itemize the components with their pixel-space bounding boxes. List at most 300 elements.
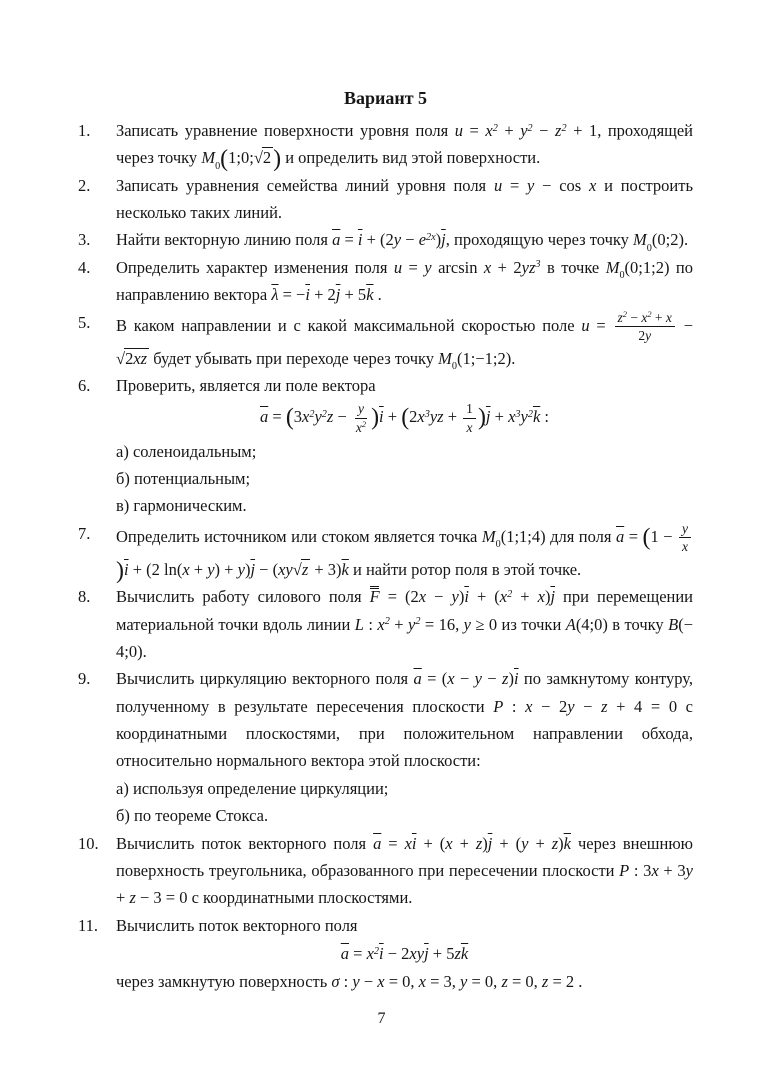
math-var: x <box>589 175 597 195</box>
problem-item <box>78 372 693 520</box>
text-run: через внешнюю поверхность треугольника, образованного при пересечении плоскости <box>116 833 693 880</box>
problem-paragraph <box>116 117 693 172</box>
math-var: z <box>454 944 461 964</box>
text-run: = <box>268 407 286 427</box>
text-run: . <box>373 285 382 305</box>
problem-paragraph <box>116 226 693 253</box>
problem-paragraph <box>116 172 693 227</box>
text-run: + 3) <box>310 559 342 579</box>
subscript: 0 <box>215 160 221 172</box>
text-run: = 2 . <box>548 972 583 992</box>
vector-var: $\overline{i}$ <box>123 559 129 579</box>
text-run: + <box>452 833 476 853</box>
math-var: x <box>537 587 545 607</box>
page-title: Вариант 5 <box>343 88 428 108</box>
big-paren: ) <box>116 557 124 584</box>
text-run: (0;1;2) по направлению вектора <box>116 257 693 305</box>
vector-var: $\overline{j}$ <box>550 587 556 607</box>
problem-body <box>116 583 693 665</box>
vector-var: $\overline{i}$ <box>411 833 417 853</box>
text-run: + <box>528 833 552 853</box>
math-var: y <box>393 230 402 250</box>
radical-body <box>124 348 149 368</box>
math-var: y <box>521 833 529 853</box>
math-var: σ <box>331 972 340 992</box>
superscript: 2 <box>561 122 567 134</box>
text-run: ) <box>435 230 442 250</box>
big-paren: ( <box>642 524 651 551</box>
text-run: = − <box>278 285 306 305</box>
math-var: z <box>501 972 508 992</box>
text-run: + <box>497 120 521 140</box>
page-number: 7 <box>377 1010 386 1027</box>
vector-var: $\overline{k}$ <box>460 944 469 964</box>
math-var: u <box>454 120 463 140</box>
math-var: z <box>601 696 608 716</box>
text-run: − <box>626 309 642 325</box>
math-var: M <box>481 526 496 546</box>
math-var: z <box>475 833 483 853</box>
superscript: 2 <box>384 616 390 628</box>
problem-number: 9. <box>78 669 91 689</box>
radical-sign-icon: √ <box>292 559 302 579</box>
text-run: Записать уравнение поверхности уровня поля <box>116 120 455 140</box>
big-paren: ( <box>285 405 294 432</box>
radical-sign-icon: √ <box>253 148 263 168</box>
text-run: − <box>676 315 693 335</box>
text-run: и определить вид этой поверхности. <box>281 148 541 168</box>
vector-var: $\overline{a}$ <box>615 526 625 546</box>
math-var: x <box>182 559 190 579</box>
text-run: + 2 <box>309 285 336 305</box>
text-run: и найти ротор поля в этой точке. <box>348 559 582 579</box>
vector-var: $\overline{i}$ <box>305 285 310 305</box>
text-run: = <box>624 526 643 546</box>
math-var: M <box>605 257 620 277</box>
sub-item <box>116 492 693 519</box>
fraction-numerator <box>355 400 367 419</box>
text-run: = <box>462 120 486 140</box>
text-run: ≥ 0 из точки <box>470 614 566 634</box>
math-var: e <box>418 230 427 250</box>
text-run: − <box>333 407 351 427</box>
fraction-numerator <box>463 400 476 419</box>
text-run: + <box>389 614 408 634</box>
math-var: z <box>326 407 334 427</box>
math-var: u <box>393 257 403 277</box>
math-var: x <box>499 587 508 607</box>
problem-body <box>116 830 693 912</box>
radical <box>116 349 149 368</box>
math-var: y <box>357 401 364 417</box>
math-var: z <box>502 669 509 689</box>
math-var: z <box>551 833 559 853</box>
text-run: − <box>426 587 452 607</box>
math-var: y <box>352 972 360 992</box>
problem-item <box>78 665 693 829</box>
vector-var: $\overline{j}$ <box>441 230 446 250</box>
text-run: − <box>401 230 419 250</box>
problem-number: 2. <box>78 175 91 195</box>
text-run: 2 <box>409 407 418 427</box>
problem-body <box>116 226 693 253</box>
math-var: x <box>508 407 516 427</box>
text-run: Вычислить поток векторного поля <box>116 833 374 853</box>
problem-paragraph <box>116 254 693 309</box>
math-var: y <box>520 407 528 427</box>
text-run: + 4 = 0 с координатными плоскостями, при положительном направлении обхода, относительно нормального вектора этой плоскости: <box>116 696 694 771</box>
sub-item <box>116 802 693 829</box>
text-run: + 5 <box>428 944 455 964</box>
radical-body <box>262 147 273 167</box>
text-run: − <box>574 696 602 716</box>
problem-item <box>78 254 693 309</box>
text-run: + <box>116 888 130 908</box>
fraction-numerator <box>615 309 675 328</box>
text-run: а) используя определение циркуляции; <box>116 778 389 798</box>
superscript: 2x <box>426 232 436 244</box>
text-run: ) <box>544 587 551 607</box>
math-var: xz <box>133 348 148 368</box>
math-var: z <box>541 972 549 992</box>
text-run: ) <box>558 833 564 853</box>
fraction-denominator <box>464 419 476 437</box>
math-var: xy <box>278 559 293 579</box>
problem-item <box>78 226 693 253</box>
superscript: 2 <box>321 408 327 420</box>
text-run: = (2 <box>379 587 419 607</box>
superscript: 2 <box>622 310 627 319</box>
math-var: y <box>314 407 322 427</box>
text-run: Определить характер изменения поля <box>116 257 394 277</box>
text-run: = <box>502 175 528 195</box>
math-var: x <box>665 309 672 325</box>
math-var: P <box>493 696 504 716</box>
fraction <box>353 400 369 436</box>
math-var: P <box>619 860 630 880</box>
problem-number: 1. <box>78 120 91 140</box>
math-var: x <box>404 833 412 853</box>
superscript: 2 <box>373 945 380 957</box>
text-run: + <box>490 407 509 427</box>
problem-paragraph <box>116 309 693 373</box>
math-var: z <box>129 888 136 908</box>
vector-var: $\overline{i}$ <box>513 669 519 689</box>
text-run: и построить несколько таких линий. <box>116 175 693 222</box>
superscript: 2 <box>507 588 513 600</box>
vector-var: $\overline{a}$ <box>260 407 269 427</box>
math-var: x <box>445 833 453 853</box>
math-var: x <box>485 120 493 140</box>
vector-var: $\overline{j}$ <box>485 407 491 427</box>
vector-var: $\overline{j}$ <box>424 944 429 964</box>
math-var: x <box>377 614 385 634</box>
problem-body <box>116 665 693 829</box>
vector-var: $\overline{i}$ <box>379 407 384 427</box>
text-run: б) по теореме Стокса. <box>116 806 269 826</box>
text-run: + 5 <box>340 285 367 305</box>
text-run: в точке <box>540 257 606 277</box>
problem-body <box>116 309 693 373</box>
math-var: x <box>418 972 426 992</box>
text-run: (4;0) в точку <box>575 614 669 634</box>
text-run: ) <box>458 587 465 607</box>
text-run: + 2 <box>491 257 522 277</box>
math-var: x <box>525 696 533 716</box>
text-run: (− 4;0). <box>116 614 694 661</box>
big-paren: ) <box>477 405 486 432</box>
problem-item <box>78 172 693 227</box>
math-var: y <box>527 175 535 195</box>
superscript: 3 <box>535 259 541 271</box>
big-paren: ) <box>371 405 380 432</box>
problem-paragraph <box>116 912 693 939</box>
problem-number: 10. <box>78 833 99 853</box>
math-var: M <box>201 148 216 168</box>
text-run: + (2 ln( <box>128 559 183 579</box>
math-var: x <box>483 257 492 277</box>
math-var: y <box>463 614 471 634</box>
radical-sign-icon: √ <box>116 348 126 368</box>
math-var: y <box>645 328 652 344</box>
centered-formula <box>116 940 693 967</box>
text-run: + 1, проходящей через точку <box>116 120 694 168</box>
math-var: y <box>424 257 432 277</box>
text-run: 1 <box>466 401 473 417</box>
text-run: − <box>482 669 503 689</box>
sub-item <box>116 438 693 465</box>
text-run: + ( <box>416 833 446 853</box>
text-run: = <box>402 257 425 277</box>
text-run: при перемещении материальной точки вдоль линии <box>116 587 694 634</box>
vector-var: $\overline{k}$ <box>341 559 349 579</box>
problem-item <box>78 117 693 172</box>
text-run: б) потенциальным; <box>116 468 251 488</box>
text-run: 2 <box>125 348 134 368</box>
text-run: − cos <box>534 175 589 195</box>
text-run: ) <box>508 669 514 689</box>
text-run: + <box>512 587 538 607</box>
problem-number: 7. <box>78 523 91 543</box>
problem-item <box>78 583 693 665</box>
math-var: u <box>493 175 503 195</box>
text-run: = 0, <box>467 972 502 992</box>
math-var: y <box>460 972 468 992</box>
text-run: (1;−1;2). <box>457 348 516 368</box>
text-run: = 0, <box>384 972 419 992</box>
math-var: x <box>302 407 310 427</box>
sub-item <box>116 968 693 995</box>
problem-body <box>116 912 693 996</box>
problem-item <box>78 309 693 373</box>
math-var: y <box>682 520 689 536</box>
math-var: x <box>355 419 362 435</box>
superscript: 2 <box>492 122 498 134</box>
math-var: z <box>555 120 562 140</box>
text-run: а) соленоидальным; <box>116 441 257 461</box>
text-run: Проверить, является ли поле вектора <box>116 376 376 396</box>
text-run: : <box>339 972 353 992</box>
sub-item <box>116 465 693 492</box>
superscript: 3 <box>515 408 521 420</box>
math-var: y <box>685 860 693 880</box>
text-run: (1;1;4) для поля <box>500 526 616 546</box>
subscript: 0 <box>619 270 625 282</box>
text-run: Вычислить поток векторного поля <box>116 915 358 935</box>
text-run: = <box>589 315 613 335</box>
fraction-denominator <box>679 538 691 556</box>
math-var: yz <box>521 257 536 277</box>
vector-var: $\overline{j}$ <box>335 285 341 305</box>
radical <box>254 148 273 167</box>
text-run: через замкнутую поверхность <box>116 972 332 992</box>
vector-var: $\overline{a}$ <box>413 669 422 689</box>
subscript: 0 <box>495 538 501 550</box>
text-run: + <box>189 559 208 579</box>
math-var: y <box>451 587 459 607</box>
text-run: + (2 <box>362 230 394 250</box>
math-var: x <box>641 309 648 325</box>
problem-paragraph <box>116 520 693 584</box>
math-var: y <box>567 696 575 716</box>
math-var: M <box>633 230 647 250</box>
text-run: ) <box>244 559 251 579</box>
text-run: по замкнутому контуру, полученному в результате пересечения плоскости <box>116 669 693 716</box>
text-run: = <box>381 833 405 853</box>
text-run: 3 <box>293 407 303 427</box>
math-var: y <box>407 614 416 634</box>
text-run: − 3 = 0 с координатными плоскостями. <box>135 888 413 908</box>
text-run: + ( <box>468 587 500 607</box>
math-var: x <box>377 972 385 992</box>
math-var: y <box>520 120 528 140</box>
text-run: : <box>363 614 378 634</box>
text-run: Определить источником или стоком является точка <box>116 526 482 546</box>
radical-body <box>301 559 310 579</box>
double-bar-var: F <box>369 587 380 607</box>
math-var: B <box>668 614 679 634</box>
text-run: 1;0; <box>228 148 254 168</box>
vector-var: $\overline{\lambda}$ <box>271 285 279 305</box>
page-content <box>78 84 693 996</box>
math-var: x <box>651 860 659 880</box>
superscript: 2 <box>527 122 533 134</box>
math-var: L <box>354 614 364 634</box>
problem-paragraph <box>116 372 693 399</box>
vector-var: $\overline{i}$ <box>379 944 384 964</box>
math-var: yz <box>429 407 444 427</box>
math-var: y <box>207 559 215 579</box>
fraction-numerator <box>679 520 691 539</box>
fraction-denominator <box>353 419 369 437</box>
radical <box>293 560 310 579</box>
text-run: − <box>359 972 378 992</box>
text-run: + <box>651 309 666 325</box>
problem-body <box>116 372 693 520</box>
problem-number: 6. <box>78 376 91 396</box>
vector-var: $\overline{k}$ <box>366 285 374 305</box>
problem-item <box>78 520 693 584</box>
vector-var: $\overline{a}$ <box>332 230 341 250</box>
problem-item <box>78 830 693 912</box>
fraction <box>679 520 691 556</box>
text-run: = 16, <box>420 614 464 634</box>
text-run: будет убывать при переходе через точку <box>149 348 439 368</box>
vector-var: $\overline{k}$ <box>532 407 541 427</box>
text-run: : <box>540 407 549 427</box>
text-run: + <box>443 407 462 427</box>
vector-var: $\overline{a}$ <box>340 944 350 964</box>
superscript: 2 <box>527 408 533 420</box>
problem-number: 8. <box>78 587 91 607</box>
text-run: 1 − <box>650 526 678 546</box>
text-run: + 3 <box>658 860 686 880</box>
text-run: (0;2). <box>651 230 689 250</box>
problem-paragraph <box>116 665 693 775</box>
text-run: + ( <box>492 833 522 853</box>
vector-var: $\overline{j}$ <box>487 833 493 853</box>
problem-paragraph <box>116 583 693 665</box>
math-var: x <box>366 944 374 964</box>
vector-var: $\overline{j}$ <box>250 559 256 579</box>
math-var: A <box>565 614 576 634</box>
problem-item <box>78 912 693 996</box>
math-var: x <box>682 539 689 555</box>
text-run: − <box>454 669 475 689</box>
math-var: u <box>581 315 590 335</box>
problem-number: 4. <box>78 257 91 277</box>
fraction <box>615 309 675 345</box>
text-run: Вычислить циркуляцию векторного поля <box>116 669 414 689</box>
math-var: y <box>237 559 245 579</box>
text-run: = <box>349 944 367 964</box>
math-var: z <box>301 559 309 579</box>
math-var: x <box>447 669 455 689</box>
problem-number: 5. <box>78 312 91 332</box>
text-run: arcsin <box>431 257 484 277</box>
vector-var: $\overline{i}$ <box>357 230 363 250</box>
math-var: z <box>617 309 623 325</box>
text-run: = 3, <box>425 972 461 992</box>
fraction-denominator <box>635 327 654 345</box>
superscript: 2 <box>309 408 315 420</box>
subscript: 0 <box>451 360 458 372</box>
math-var: x <box>417 407 425 427</box>
superscript: 2 <box>361 420 367 430</box>
text-run: + <box>383 407 402 427</box>
text-run: Найти векторную линию поля <box>116 230 333 250</box>
vector-var: $\overline{a}$ <box>373 833 382 853</box>
text-run: − 2 <box>383 944 410 964</box>
text-run: = ( <box>421 669 448 689</box>
text-run: = <box>340 230 358 250</box>
problem-paragraph <box>116 830 693 912</box>
text-run: − ( <box>255 559 279 579</box>
text-run: = 0, <box>507 972 542 992</box>
math-var: x <box>466 419 473 435</box>
subscript: 0 <box>646 242 652 254</box>
math-var: y <box>474 669 482 689</box>
big-paren: ) <box>273 146 282 173</box>
problem-list <box>78 117 693 996</box>
math-var: x <box>418 587 427 607</box>
problem-number: 11. <box>78 915 99 935</box>
vector-var: $\overline{i}$ <box>464 587 469 607</box>
problem-body <box>116 117 693 172</box>
text-run: : 3 <box>629 860 652 880</box>
text-run: ) <box>482 833 488 853</box>
superscript: 3 <box>424 408 430 420</box>
